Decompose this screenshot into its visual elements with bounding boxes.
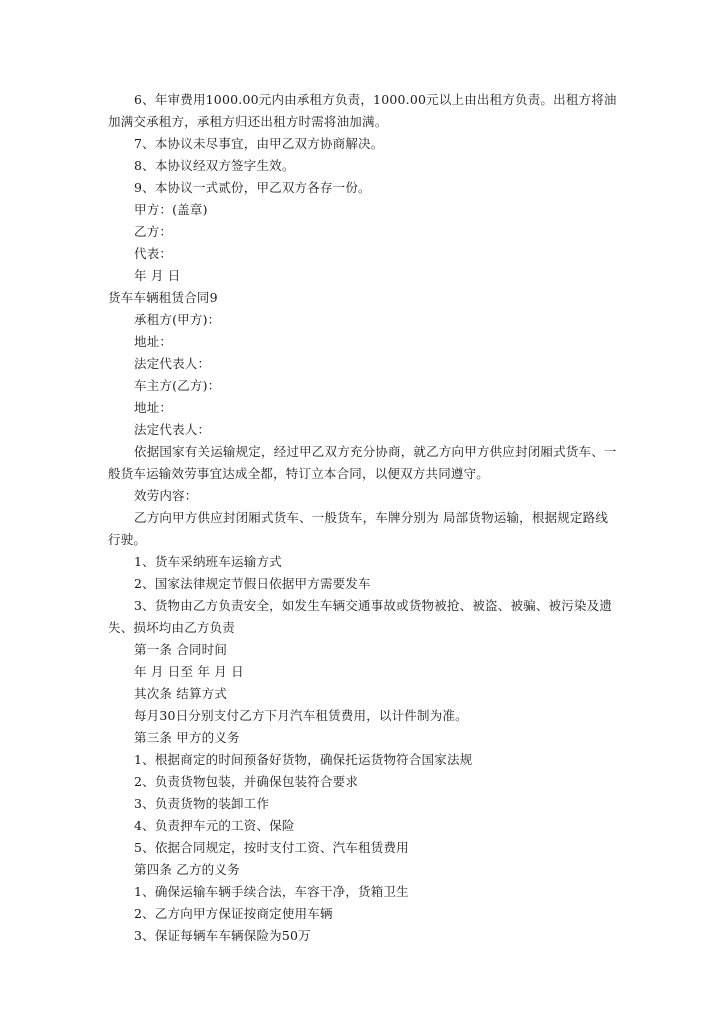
text-line: 8、本协议经双方签字生效。 [134,158,295,173]
text-line: 依据国家有关运输规定，经过甲乙双方充分协商，就乙方向甲方供应封闭厢式货车、一 [134,444,617,459]
text-line: 1、确保运输车辆手续合法，车容干净，货箱卫生 [134,884,409,899]
text-line: 失、损坏均由乙方负责 [108,620,236,635]
text-line: 行驶。 [108,532,147,547]
text-line: 般货车运输效劳事宜达成全都，特订立本合同，以便双方共同遵守。 [108,466,490,481]
signature-party-b: 乙方： [134,224,173,239]
text-line: 地址： [134,334,173,349]
text-line: 年 月 日至 年 月 日 [134,664,244,679]
text-line: 效劳内容： [134,488,198,503]
text-line: 3、负责货物的装卸工作 [134,796,270,811]
text-line: 承租方(甲方)： [134,312,221,327]
text-line: 5、依据合同规定，按时支付工资、汽车租赁费用 [134,840,409,855]
text-line: 2、负责货物包装，并确保包装符合要求 [134,774,359,789]
text-line: 1、货车采纳班车运输方式 [134,554,282,569]
text-line: 9、本协议一式贰份，甲乙双方各存一份。 [134,180,371,195]
signature-representative: 代表： [134,246,173,261]
text-line: 地址： [134,400,173,415]
text-line: 法定代表人： [134,356,211,371]
text-line: 车主方(乙方)： [134,378,221,393]
text-line: 6、年审费用1000.00元内由承租方负责，1000.00元以上由出租方负责。出租方将油 [134,92,617,107]
text-line: 2、乙方向甲方保证按商定使用车辆 [134,906,333,921]
text-line: 1、根据商定的时间预备好货物，确保托运货物符合国家法规 [134,752,473,767]
section-heading: 其次条 结算方式 [134,686,228,701]
section-heading: 第一条 合同时间 [134,642,228,657]
text-line: 加满交承租方，承租方归还出租方时需将油加满。 [108,114,388,129]
contract-title: 货车车辆租赁合同9 [108,290,218,305]
signature-party-a: 甲方：(盖章) [134,202,208,217]
section-heading: 第四条 乙方的义务 [134,862,240,877]
section-heading: 第三条 甲方的义务 [134,730,240,745]
text-line: 法定代表人： [134,422,211,437]
text-line: 4、负责押车元的工资、保险 [134,818,295,833]
text-line: 每月30日分别支付乙方下月汽车租赁费用，以计件制为准。 [134,708,468,723]
signature-date: 年 月 日 [134,268,181,283]
text-line: 7、本协议未尽事宜，由甲乙双方协商解决。 [134,136,384,151]
text-line: 3、保证每辆车车辆保险为50万 [134,928,311,943]
text-line: 2、国家法律规定节假日依据甲方需要发车 [134,576,371,591]
text-line: 3、货物由乙方负责安全，如发生车辆交通事故或货物被抢、被盗、被骗、被污染及遗 [134,598,613,613]
text-line: 乙方向甲方供应封闭厢式货车、一般货车，车牌分别为 局部货物运输，根据规定路线 [134,510,609,525]
